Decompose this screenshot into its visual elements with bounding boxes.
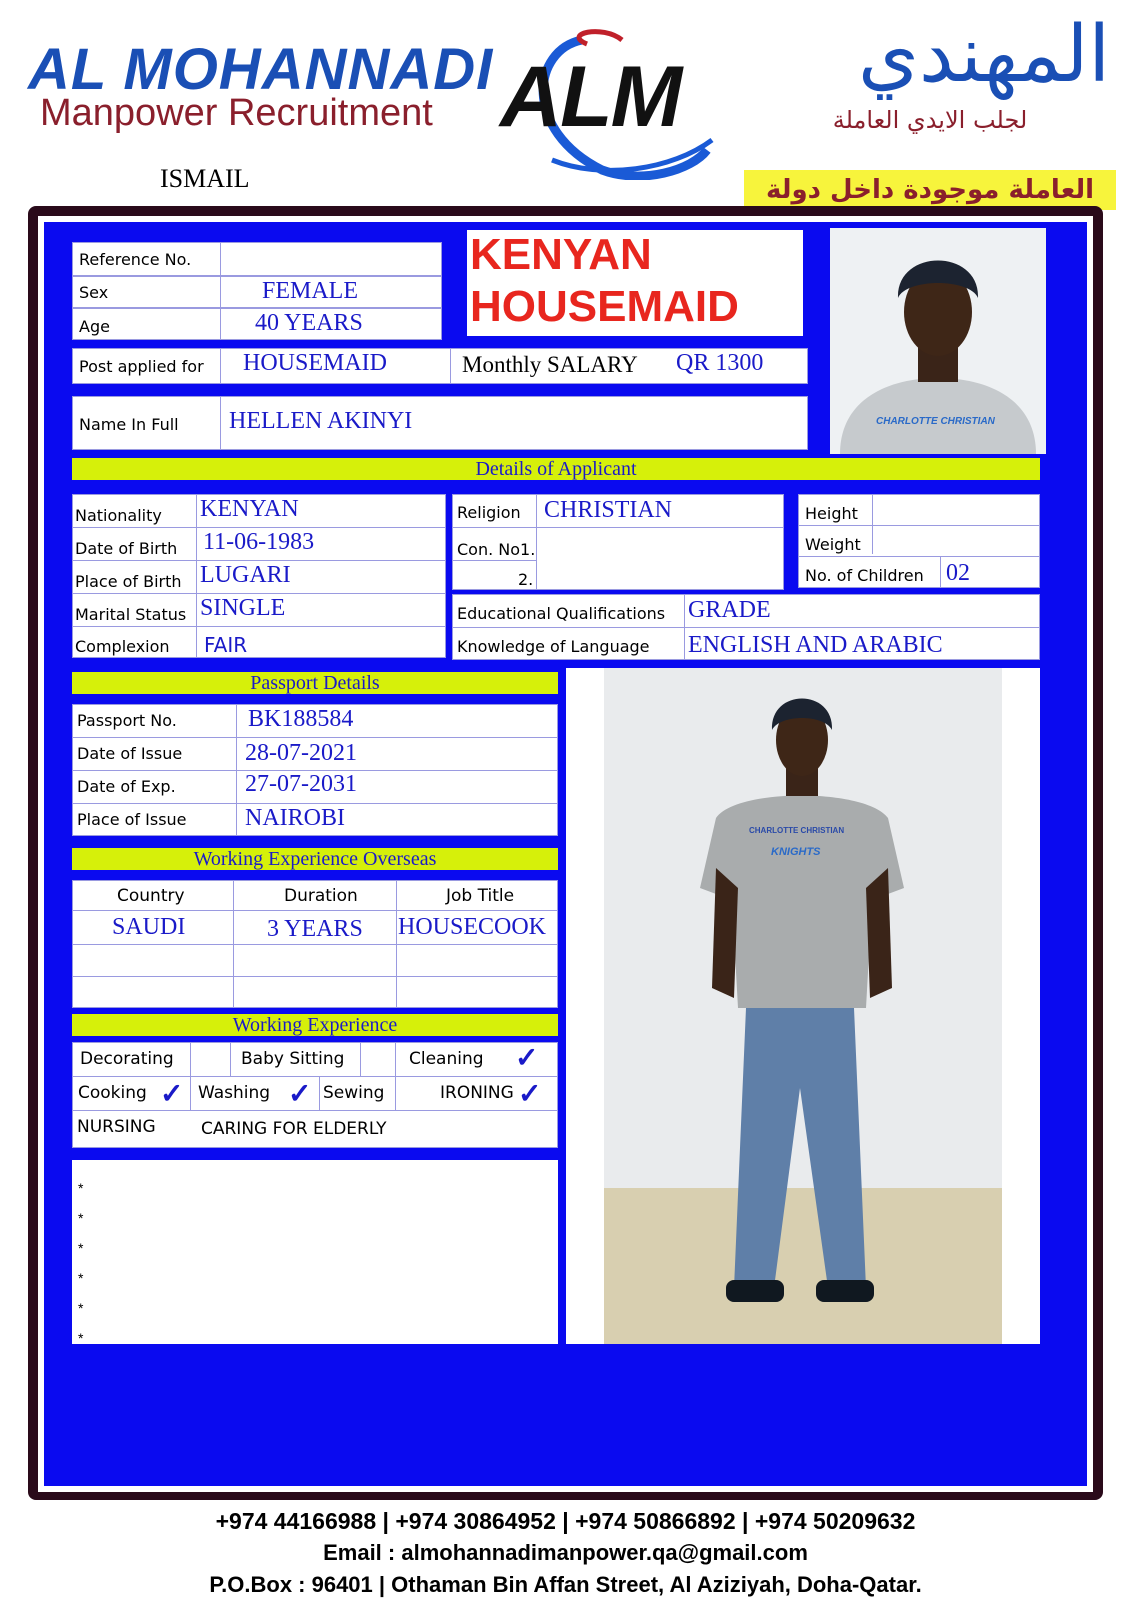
- overseas-country-value: SAUDI: [112, 914, 186, 940]
- passport-exp-value: 27-07-2031: [245, 771, 357, 797]
- notes-box: [72, 1160, 558, 1344]
- skill-cleaning: Cleaning: [409, 1049, 484, 1069]
- agent-name: ISMAIL: [160, 164, 250, 193]
- nationality-label: Nationality: [75, 506, 162, 525]
- brand-subtitle: Manpower Recruitment: [40, 92, 433, 134]
- overseas-line-1: [72, 910, 558, 911]
- location-notice-arabic: العاملة موجودة داخل دولة: [744, 170, 1116, 210]
- skill-cooking: Cooking: [78, 1083, 147, 1103]
- passport-issue-label: Date of Issue: [77, 744, 183, 763]
- height-line-1: [798, 525, 1040, 526]
- applicant-left-line-4: [72, 626, 446, 627]
- full-photo-shirt-text-2: KNIGHTS: [771, 846, 821, 858]
- person-full-body-icon: [566, 668, 1040, 1344]
- passport-line-1: [72, 737, 558, 738]
- overseas-job-value: HOUSECOOK: [398, 914, 547, 940]
- education-line: [452, 627, 1040, 628]
- passport-number-label: Passport No.: [77, 711, 177, 730]
- skill-nursing: NURSING: [77, 1117, 156, 1137]
- overseas-col-duration: Duration: [284, 886, 358, 906]
- washing-check-icon: ✓: [288, 1078, 312, 1109]
- skill-sewing: Sewing: [323, 1083, 385, 1103]
- passport-place-value: NAIROBI: [245, 805, 345, 831]
- headline-role: HOUSEMAID: [470, 282, 739, 331]
- brand-name-arabic: المهندي: [857, 10, 1110, 100]
- passport-line-3: [72, 803, 558, 804]
- religion-value: CHRISTIAN: [544, 497, 673, 523]
- passport-number-value: BK188584: [248, 706, 354, 732]
- children-divider: [940, 556, 941, 588]
- applicant-left-line-3: [72, 593, 446, 594]
- name-row: [72, 396, 808, 450]
- footer-email: Email : almohannadimanpower.qa@gmail.com: [323, 1540, 808, 1565]
- religion-label: Religion: [457, 503, 521, 522]
- passport-exp-label: Date of Exp.: [77, 777, 176, 796]
- skills-divider-1: [190, 1042, 191, 1110]
- sex-value: FEMALE: [262, 278, 358, 304]
- skill-ironing: IRONING: [440, 1083, 514, 1103]
- name-value: HELLEN AKINYI: [229, 408, 413, 434]
- pob-label: Place of Birth: [75, 572, 182, 591]
- marital-value: SINGLE: [200, 595, 286, 621]
- height-label: Height: [805, 504, 858, 523]
- skills-divider-4: [395, 1042, 396, 1110]
- note-bullet: *: [78, 1180, 84, 1196]
- dob-value: 11-06-1983: [203, 529, 315, 555]
- skill-decorating: Decorating: [80, 1049, 174, 1069]
- brand-name: AL MOHANNADI: [28, 37, 494, 102]
- section-details-of-applicant: Details of Applicant: [72, 458, 1040, 480]
- education-value: GRADE: [688, 597, 771, 623]
- headshot-shirt-text: CHARLOTTE CHRISTIAN: [876, 416, 995, 427]
- sex-row: [72, 276, 442, 308]
- alm-logo-text: ALM: [500, 49, 681, 145]
- skill-caring-elderly: CARING FOR ELDERLY: [201, 1119, 387, 1139]
- passport-place-label: Place of Issue: [77, 810, 187, 829]
- full-photo-shirt-text: CHARLOTTE CHRISTIAN: [749, 826, 845, 835]
- complexion-label: Complexion: [75, 637, 170, 656]
- overseas-duration-value: 3 YEARS: [267, 916, 363, 942]
- cooking-check-icon: ✓: [160, 1078, 184, 1109]
- weight-label: Weight: [805, 535, 861, 554]
- note-bullet: *: [78, 1240, 84, 1256]
- applicant-left-line-2: [72, 560, 446, 561]
- salary-label: Monthly SALARY: [462, 352, 638, 377]
- con1-label: Con. No1.: [457, 540, 536, 559]
- reference-label: Reference No.: [79, 250, 192, 269]
- post-label: Post applied for: [79, 357, 204, 376]
- skills-divider-5: [319, 1076, 320, 1110]
- name-divider: [220, 396, 221, 450]
- skill-washing: Washing: [198, 1083, 271, 1103]
- skills-line-1: [72, 1076, 558, 1077]
- cleaning-check-icon: ✓: [515, 1042, 539, 1073]
- sex-label: Sex: [79, 283, 109, 302]
- height-divider: [872, 494, 873, 554]
- religion-divider: [536, 494, 537, 590]
- education-label: Educational Qualifications: [457, 604, 666, 623]
- complexion-value: FAIR: [204, 633, 248, 657]
- name-label: Name In Full: [79, 415, 179, 434]
- age-value: 40 YEARS: [255, 310, 363, 336]
- dob-label: Date of Birth: [75, 539, 178, 558]
- overseas-line-3: [72, 976, 558, 977]
- height-line-2: [798, 556, 1040, 557]
- age-label: Age: [79, 317, 110, 336]
- religion-line-2: [452, 560, 536, 561]
- language-label: Knowledge of Language: [457, 637, 650, 656]
- section-working-experience: Working Experience: [72, 1014, 558, 1036]
- overseas-col-job: Job Title: [446, 886, 515, 906]
- nationality-value: KENYAN: [200, 496, 299, 522]
- headline-nationality: KENYAN: [470, 230, 652, 279]
- applicant-full-photo: [566, 668, 1040, 1344]
- skills-line-2: [72, 1110, 558, 1111]
- pob-value: LUGARI: [200, 562, 291, 588]
- salary-value: QR 1300: [676, 350, 764, 376]
- applicant-left-line-1: [72, 527, 446, 528]
- skills-divider-3: [360, 1042, 361, 1076]
- applicant-left-divider: [196, 494, 197, 658]
- brand-subtitle-arabic: لجلب الايدي العاملة: [832, 106, 1028, 134]
- post-divider-2: [450, 348, 451, 384]
- passport-issue-value: 28-07-2021: [245, 740, 357, 766]
- ironing-check-icon: ✓: [518, 1078, 542, 1109]
- footer-phones: +974 44166988 | +974 30864952 | +974 50866892 | +974 50209632: [215, 1508, 916, 1534]
- skills-divider-2: [230, 1042, 231, 1076]
- ref-divider: [220, 242, 221, 340]
- children-label: No. of Children: [805, 566, 924, 585]
- overseas-line-2: [72, 944, 558, 945]
- section-passport-details: Passport Details: [72, 672, 558, 694]
- language-value: ENGLISH AND ARABIC: [688, 632, 943, 658]
- note-bullet: *: [78, 1330, 84, 1346]
- note-bullet: *: [78, 1300, 84, 1316]
- overseas-col-country: Country: [117, 886, 185, 906]
- con2-label: 2.: [518, 570, 534, 589]
- children-value: 02: [946, 560, 970, 586]
- note-bullet: *: [78, 1270, 84, 1286]
- post-divider-1: [220, 348, 221, 384]
- footer-address: P.O.Box : 96401 | Othaman Bin Affan Street, Al Aziziyah, Doha-Qatar.: [209, 1572, 922, 1597]
- marital-label: Marital Status: [75, 605, 187, 624]
- note-bullet: *: [78, 1210, 84, 1226]
- religion-line-1: [452, 527, 784, 528]
- post-value: HOUSEMAID: [243, 350, 387, 376]
- section-overseas-experience: Working Experience Overseas: [72, 848, 558, 870]
- applicant-headshot: [830, 228, 1046, 454]
- skill-baby-sitting: Baby Sitting: [241, 1049, 345, 1069]
